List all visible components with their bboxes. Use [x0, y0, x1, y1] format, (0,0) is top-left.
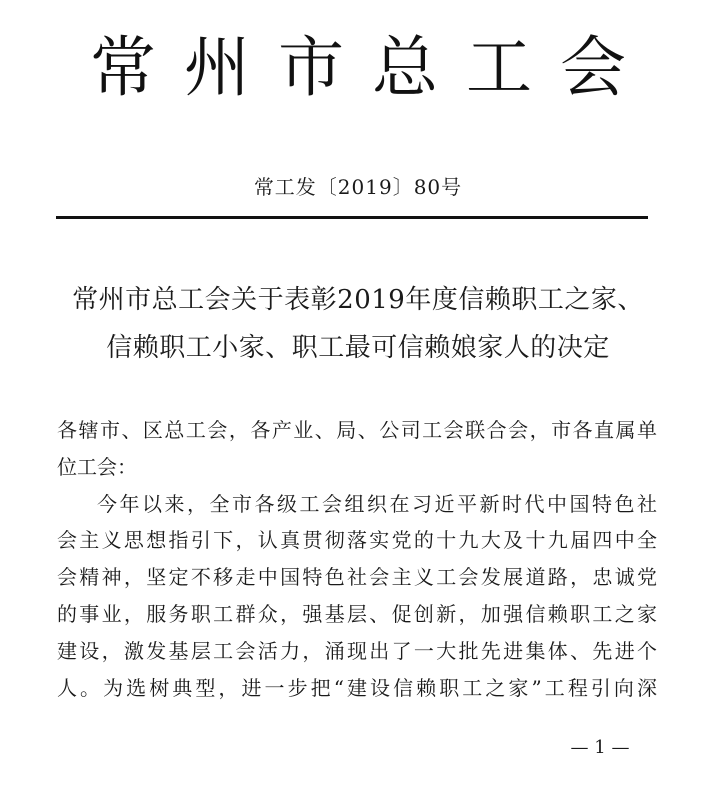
- body-line: 人。为选树典型，进一步把“建设信赖职工之家”工程引向深: [57, 675, 657, 700]
- document-title-line-1: 常州市总工会关于表彰2019年度信赖职工之家、: [72, 285, 644, 315]
- organization-name: 常州市总工会: [90, 29, 654, 106]
- body-line: 的事业，服务职工群众，强基层、促创新，加强信赖职工之家: [57, 601, 657, 626]
- body-line: 会精神，坚定不移走中国特色社会主义工会发展道路，忠诚党: [57, 565, 657, 590]
- page-number: — 1 —: [570, 737, 630, 758]
- body-line: 今年以来，全市各级工会组织在习近平新时代中国特色社: [97, 491, 657, 516]
- document-number: 常工发〔2019〕80号: [253, 175, 463, 199]
- header-divider: [56, 216, 648, 219]
- document-title-line-2: 信赖职工小家、职工最可信赖娘家人的决定: [106, 333, 610, 363]
- document-title: [40, 276, 676, 372]
- body-line: 位工会：: [57, 454, 137, 479]
- body-line: 各辖市、区总工会，各产业、局、公司工会联合会，市各直属单: [57, 418, 657, 442]
- body-line: 建设，激发基层工会活力，涌现出了一大批先进集体、先进个: [57, 638, 657, 663]
- document-body: [57, 412, 657, 706]
- body-line: 会主义思想指引下，认真贯彻落实党的十九大及十九届四中全: [57, 528, 657, 553]
